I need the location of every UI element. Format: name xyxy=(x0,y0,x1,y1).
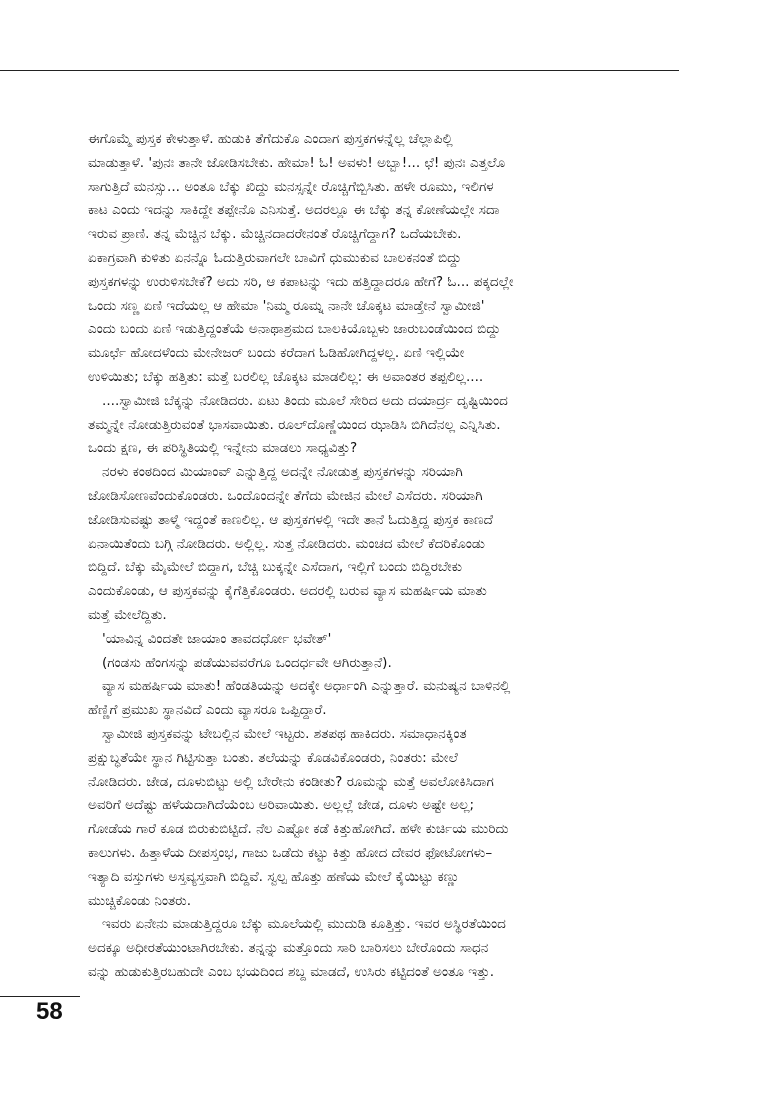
text-line: ಜೋಡಿಸೋಣವೆಂದುಕೊಂಡರು. ಒಂದೊಂದನ್ನೇ ತೆಗೆದು ಮೇಜಿನ ಮೇಲೆ ಎಸೆದರು. ಸರಿಯಾಗಿ xyxy=(88,487,483,504)
text-line: ವನ್ನು ಹುಡುಕುತ್ತಿರಬಹುದೇ ಎಂಬ ಭಯದಿಂದ ಶಬ್ದ ಮಾಡದೆ, ಉಸಿರು ಕಟ್ಟಿದಂತೆ ಅಂತೂ ಇತ್ತು. xyxy=(88,963,495,980)
text-line: ಸಾಗುತ್ತಿದೆ ಮನಸ್ಸು... ಅಂತೂ ಬೆಕ್ಕು ಖಿದ್ದು ಮನಸ್ಸನ್ನೇ ರೊಚ್ಚಿಗೆಬ್ಬಿಸಿತು. ಹಳೇ ರೂಮು, ಇಲಿಗಳ xyxy=(88,178,494,195)
text-line: ಸ್ವಾಮೀಜಿ ಪುಸ್ತಕವನ್ನು ಟೇಬಲ್ಲಿನ ಮೇಲೆ ಇಟ್ಟರು. ಶತಪಥ ಹಾಕಿದರು. ಸಮಾಧಾನಕ್ಕಿಂತ xyxy=(102,725,467,742)
text-line: ಈಗೊಮ್ಮೆ ಪುಸ್ತಕ ಕೇಳುತ್ತಾಳೆ. ಹುಡುಕಿ ತೆಗೆದುಕೊ ಎಂದಾಗ ಪುಸ್ತಕಗಳನ್ನೆಲ್ಲ ಚೆಲ್ಲಾಪಿಲ್ಲಿ xyxy=(88,131,453,147)
text-line: ಕಾಟ ಎಂದು ಇದನ್ನು ಸಾಕಿದ್ದೇ ತಪ್ಪೇನೊ ಎನಿಸುತ್ತೆ. ಅದರಲ್ಲೂ ಈ ಬೆಕ್ಕು ತನ್ನ ಕೋಣೆಯಲ್ಲೇ ಸದಾ xyxy=(88,202,500,219)
footer-rule xyxy=(0,996,80,997)
text-line: ಅದಕ್ಕೂ ಅಧೀರತೆಯುಂಟಾಗಿರಬೇಕು. ತನ್ನನ್ನು ಮತ್ತೊಂದು ಸಾರಿ ಬಾರಿಸಲು ಬೇರೊಂದು ಸಾಧನ xyxy=(88,940,489,957)
text-line: ಮುಚ್ಚಿಕೊಂಡು ನಿಂತರು. xyxy=(88,892,192,909)
quote-translation: (ಗಂಡಸು ಹೆಂಗಸನ್ನು ಪಡೆಯುವವರೆಗೂ ಒಂದರ್ಧವೇ ಆಗಿರುತ್ತಾನೆ). xyxy=(102,654,392,671)
paragraph-1 xyxy=(88,128,682,390)
text-line: ಏಕಾಗ್ರವಾಗಿ ಕುಳಿತು ಏನನ್ನೊ ಓದುತ್ತಿರುವಾಗಲೇ ಬಾವಿಗೆ ಧುಮುಕುವ ಬಾಲಕನಂತೆ ಬಿದ್ದು xyxy=(88,249,462,266)
text-line: ನರಳು ಕಂಠದಿಂದ ಮಿಯಾಂವ್ ಎನ್ನುತ್ತಿದ್ದ ಅದನ್ನೇ ನೋಡುತ್ತ ಪುಸ್ತಕಗಳನ್ನು ಸರಿಯಾಗಿ xyxy=(102,464,463,481)
text-line: ಎಂದುಕೊಂಡು, ಆ ಪುಸ್ತಕವನ್ನು ಕೈಗೆತ್ತಿಕೊಂಡರು. ಅದರಲ್ಲಿ ಬರುವ ವ್ಯಾಸ ಮಹರ್ಷಿಯ ಮಾತು xyxy=(88,583,487,600)
text-line: ಎಂದು ಬಂದು ಏಣಿ ಇಡುತ್ತಿದ್ದಂತೆಯೆ ಅನಾಥಾಶ್ರಮದ ಬಾಲಕಿಯೊಬ್ಬಳು ಜಾರುಬಂಡೆಯಿಂದ ಬಿದ್ದು xyxy=(88,321,501,338)
paragraph-5 xyxy=(88,723,682,913)
text-line: ಪ್ರಕ್ಷುಬ್ಧತೆಯೇ ಸ್ಥಾನ ಗಿಟ್ಟಿಸುತ್ತಾ ಬಂತು. ತಲೆಯನ್ನು ಕೊಡವಿಕೊಂಡರು, ನಿಂತರು: ಮೇಲೆ xyxy=(88,749,458,766)
text-line: ಒಂದು ಕ್ಷಣ, ಈ ಪರಿಸ್ಥಿತಿಯಲ್ಲಿ ಇನ್ನೇನು ಮಾಡಲು ಸಾಧ್ಯವಿತ್ತು? xyxy=(88,440,358,457)
text-line: ಒಂದು ಸಣ್ಣ ಏಣಿ ಇದೆಯಲ್ಲ ಆ ಹೇಮಾ 'ನಿಮ್ಮ ರೂಮ್ನ ನಾನೇ ಚೊಕ್ಕಟ ಮಾಡ್ತೇನೆ ಸ್ವಾಮೀಜಿ' xyxy=(88,297,485,314)
paragraph-6 xyxy=(88,913,682,984)
text-line: ಬಿದ್ದಿದೆ. ಬೆಕ್ಕು ಮೈಮೇಲೆ ಬಿದ್ದಾಗ, ಬೆಚ್ಚಿ ಬುಕ್ಕನ್ನೇ ಎಸೆದಾಗ, ಇಲ್ಲಿಗೆ ಬಂದು ಬಿದ್ದಿರಬೇಕು xyxy=(88,559,463,576)
text-line: ಪುಸ್ತಕಗಳನ್ನು ಉರುಳಿಸಬೇಕೆ? ಅದು ಸರಿ, ಆ ಕಪಾಟನ್ನು ಇದು ಹತ್ತಿದ್ದಾದರೂ ಹೇಗೆ? ಓ... ಪಕ್ಕದಲ್ಲೇ xyxy=(88,273,514,290)
text-line: ಅವರಿಗೆ ಅದೆಷ್ಟು ಹಳೆಯದಾಗಿದೆಯೆಂಬ ಅರಿವಾಯಿತು. ಅಲ್ಲಲ್ಲೆ ಜೇಡ, ದೂಳು ಅಷ್ಟೇ ಅಲ್ಲ; xyxy=(88,797,475,814)
paragraph-4 xyxy=(88,675,682,723)
text-line: ಜೋಡಿಸುವಷ್ಟು ತಾಳ್ಮೆ ಇದ್ದಂತೆ ಕಾಣಲಿಲ್ಲ. ಆ ಪುಸ್ತಕಗಳಲ್ಲಿ ಇದೇ ತಾನೆ ಓದುತ್ತಿದ್ದ ಪುಸ್ತಕ ಕಾಣದೆ xyxy=(88,511,493,528)
text-line: ಉಳಿಯಿತು; ಬೆಕ್ಕು ಹತ್ತಿತು: ಮತ್ತೆ ಬರಲಿಲ್ಲ ಚೊಕ್ಕಟ ಮಾಡಲಿಲ್ಲ: ಈ ಅವಾಂತರ ತಪ್ಪಲಿಲ್ಲ.... xyxy=(88,368,484,385)
text-line: ಏನಾಯಿತೆಂದು ಬಗ್ಗಿ ನೋಡಿದರು. ಅಲ್ಲಿಲ್ಲ. ಸುತ್ತ ನೋಡಿದರು. ಮಂಚದ ಮೇಲೆ ಕೆದರಿಕೊಂಡು xyxy=(88,535,485,552)
text-line: ....ಸ್ವಾಮೀಜಿ ಬೆಕ್ಕನ್ನು ನೋಡಿದರು. ಏಟು ತಿಂದು ಮೂಲೆ ಸೇರಿದ ಅದು ದಯಾರ್ದ್ರ ದೃಷ್ಟಿಯಿಂದ xyxy=(102,392,508,409)
text-line: ಮತ್ತೆ ಮೇಲೆದ್ದಿತು. xyxy=(88,606,167,623)
sanskrit-quote xyxy=(88,628,682,676)
text-line: ಗೋಡೆಯ ಗಾರೆ ಕೂಡ ಬಿರುಕುಬಿಟ್ಟಿದೆ. ನೆಲ ಎಷ್ಟೋ ಕಡೆ ಕಿತ್ತುಹೋಗಿದೆ. ಹಳೇ ಕುರ್ಚಿಯ ಮುರಿದು xyxy=(88,821,509,838)
paragraph-2 xyxy=(88,390,682,461)
text-line: ಮೂರ್ಛೆ ಹೋದಳೆಂದು ಮೇನೇಜರ್ ಬಂದು ಕರೆದಾಗ ಓಡಿಹೋಗಿದ್ದಳಲ್ಲ. ಏಣಿ ಇಲ್ಲಿಯೇ xyxy=(88,345,465,362)
quote-line: 'ಯಾವಿನ್ನ ವಿಂದತೇ ಜಾಯಾಂ ತಾವದರ್ಧೋ ಭವೇತ್' xyxy=(102,630,332,647)
body-text xyxy=(88,128,682,985)
paragraph-3 xyxy=(88,461,682,628)
text-line: ವ್ಯಾಸ ಮಹರ್ಷಿಯ ಮಾತು! ಹೆಂಡತಿಯನ್ನು ಅದಕ್ಕೇ ಅರ್ಧಾಂಗಿ ಎನ್ನುತ್ತಾರೆ. ಮನುಷ್ಯನ ಬಾಳಿನಲ್ಲಿ xyxy=(102,678,511,695)
text-line: ಇವರು ಏನೇನು ಮಾಡುತ್ತಿದ್ದರೂ ಬೆಕ್ಕು ಮೂಲೆಯಲ್ಲಿ ಮುದುಡಿ ಕೂತ್ತಿತ್ತು. ಇವರ ಅಸ್ಥಿರತೆಯಿಂದ xyxy=(102,916,506,933)
top-rule xyxy=(0,70,679,71)
text-line: ತಮ್ಮನ್ನೇ ನೋಡುತ್ತಿರುವಂತೆ ಭಾಸವಾಯಿತು. ರೂಲ್‌ದೊಣ್ಣೆಯಿಂದ ಝಾಡಿಸಿ ಬಿಗಿದೆನಲ್ಲ ಎನ್ನಿಸಿತು. xyxy=(88,416,501,433)
text-line: ಮಾಡುತ್ತಾಳೆ. 'ಪುನಃ ತಾನೇ ಜೋಡಿಸಬೇಕು. ಹೇಮಾ! ಓ! ಅವಳು! ಅಬ್ಬಾ!... ಛೆ! ಪುನಃ ಎತ್ತಲೊ xyxy=(88,154,506,171)
text-line: ನೋಡಿದರು. ಜೇಡ, ದೂಳುಬಿಟ್ಟು ಅಲ್ಲಿ ಬೇರೇನು ಕಂಡೀತು? ರೂಮನ್ನು ಮತ್ತೆ ಅವಲೋಕಿಸಿದಾಗ xyxy=(88,773,494,790)
text-line: ಕಾಲುಗಳು. ಹಿತ್ತಾಳೆಯ ದೀಪಸ್ತಂಭ, ಗಾಜು ಒಡೆದು ಕಟ್ಟು ಕಿತ್ತು ಹೋದ ದೇವರ ಫೋಟೋಗಳು– xyxy=(88,844,493,861)
text-line: ಇತ್ಯಾದಿ ವಸ್ತುಗಳು ಅಸ್ತವ್ಯಸ್ತವಾಗಿ ಬಿದ್ದಿವೆ. ಸ್ವಲ್ಪ ಹೊತ್ತು ಹಣೆಯ ಮೇಲೆ ಕೈಯಿಟ್ಟು ಕಣ್ಣು xyxy=(88,868,460,885)
page-number: 58 xyxy=(36,998,63,1025)
text-line: ಇರುವ ಪ್ರಾಣಿ. ತನ್ನ ಮೆಚ್ಚಿನ ಬೆಕ್ಕು. ಮೆಚ್ಚಿನದಾದರೇನಂತೆ ರೊಚ್ಚಿಗೆದ್ದಾಗ? ಒದೆಯಬೇಕು. xyxy=(88,226,462,243)
text-line: ಹೆಣ್ಣಿಗೆ ಪ್ರಮುಖ ಸ್ಥಾನವಿದೆ ಎಂದು ವ್ಯಾಸರೂ ಒಪ್ಪಿದ್ದಾರೆ. xyxy=(88,702,327,719)
